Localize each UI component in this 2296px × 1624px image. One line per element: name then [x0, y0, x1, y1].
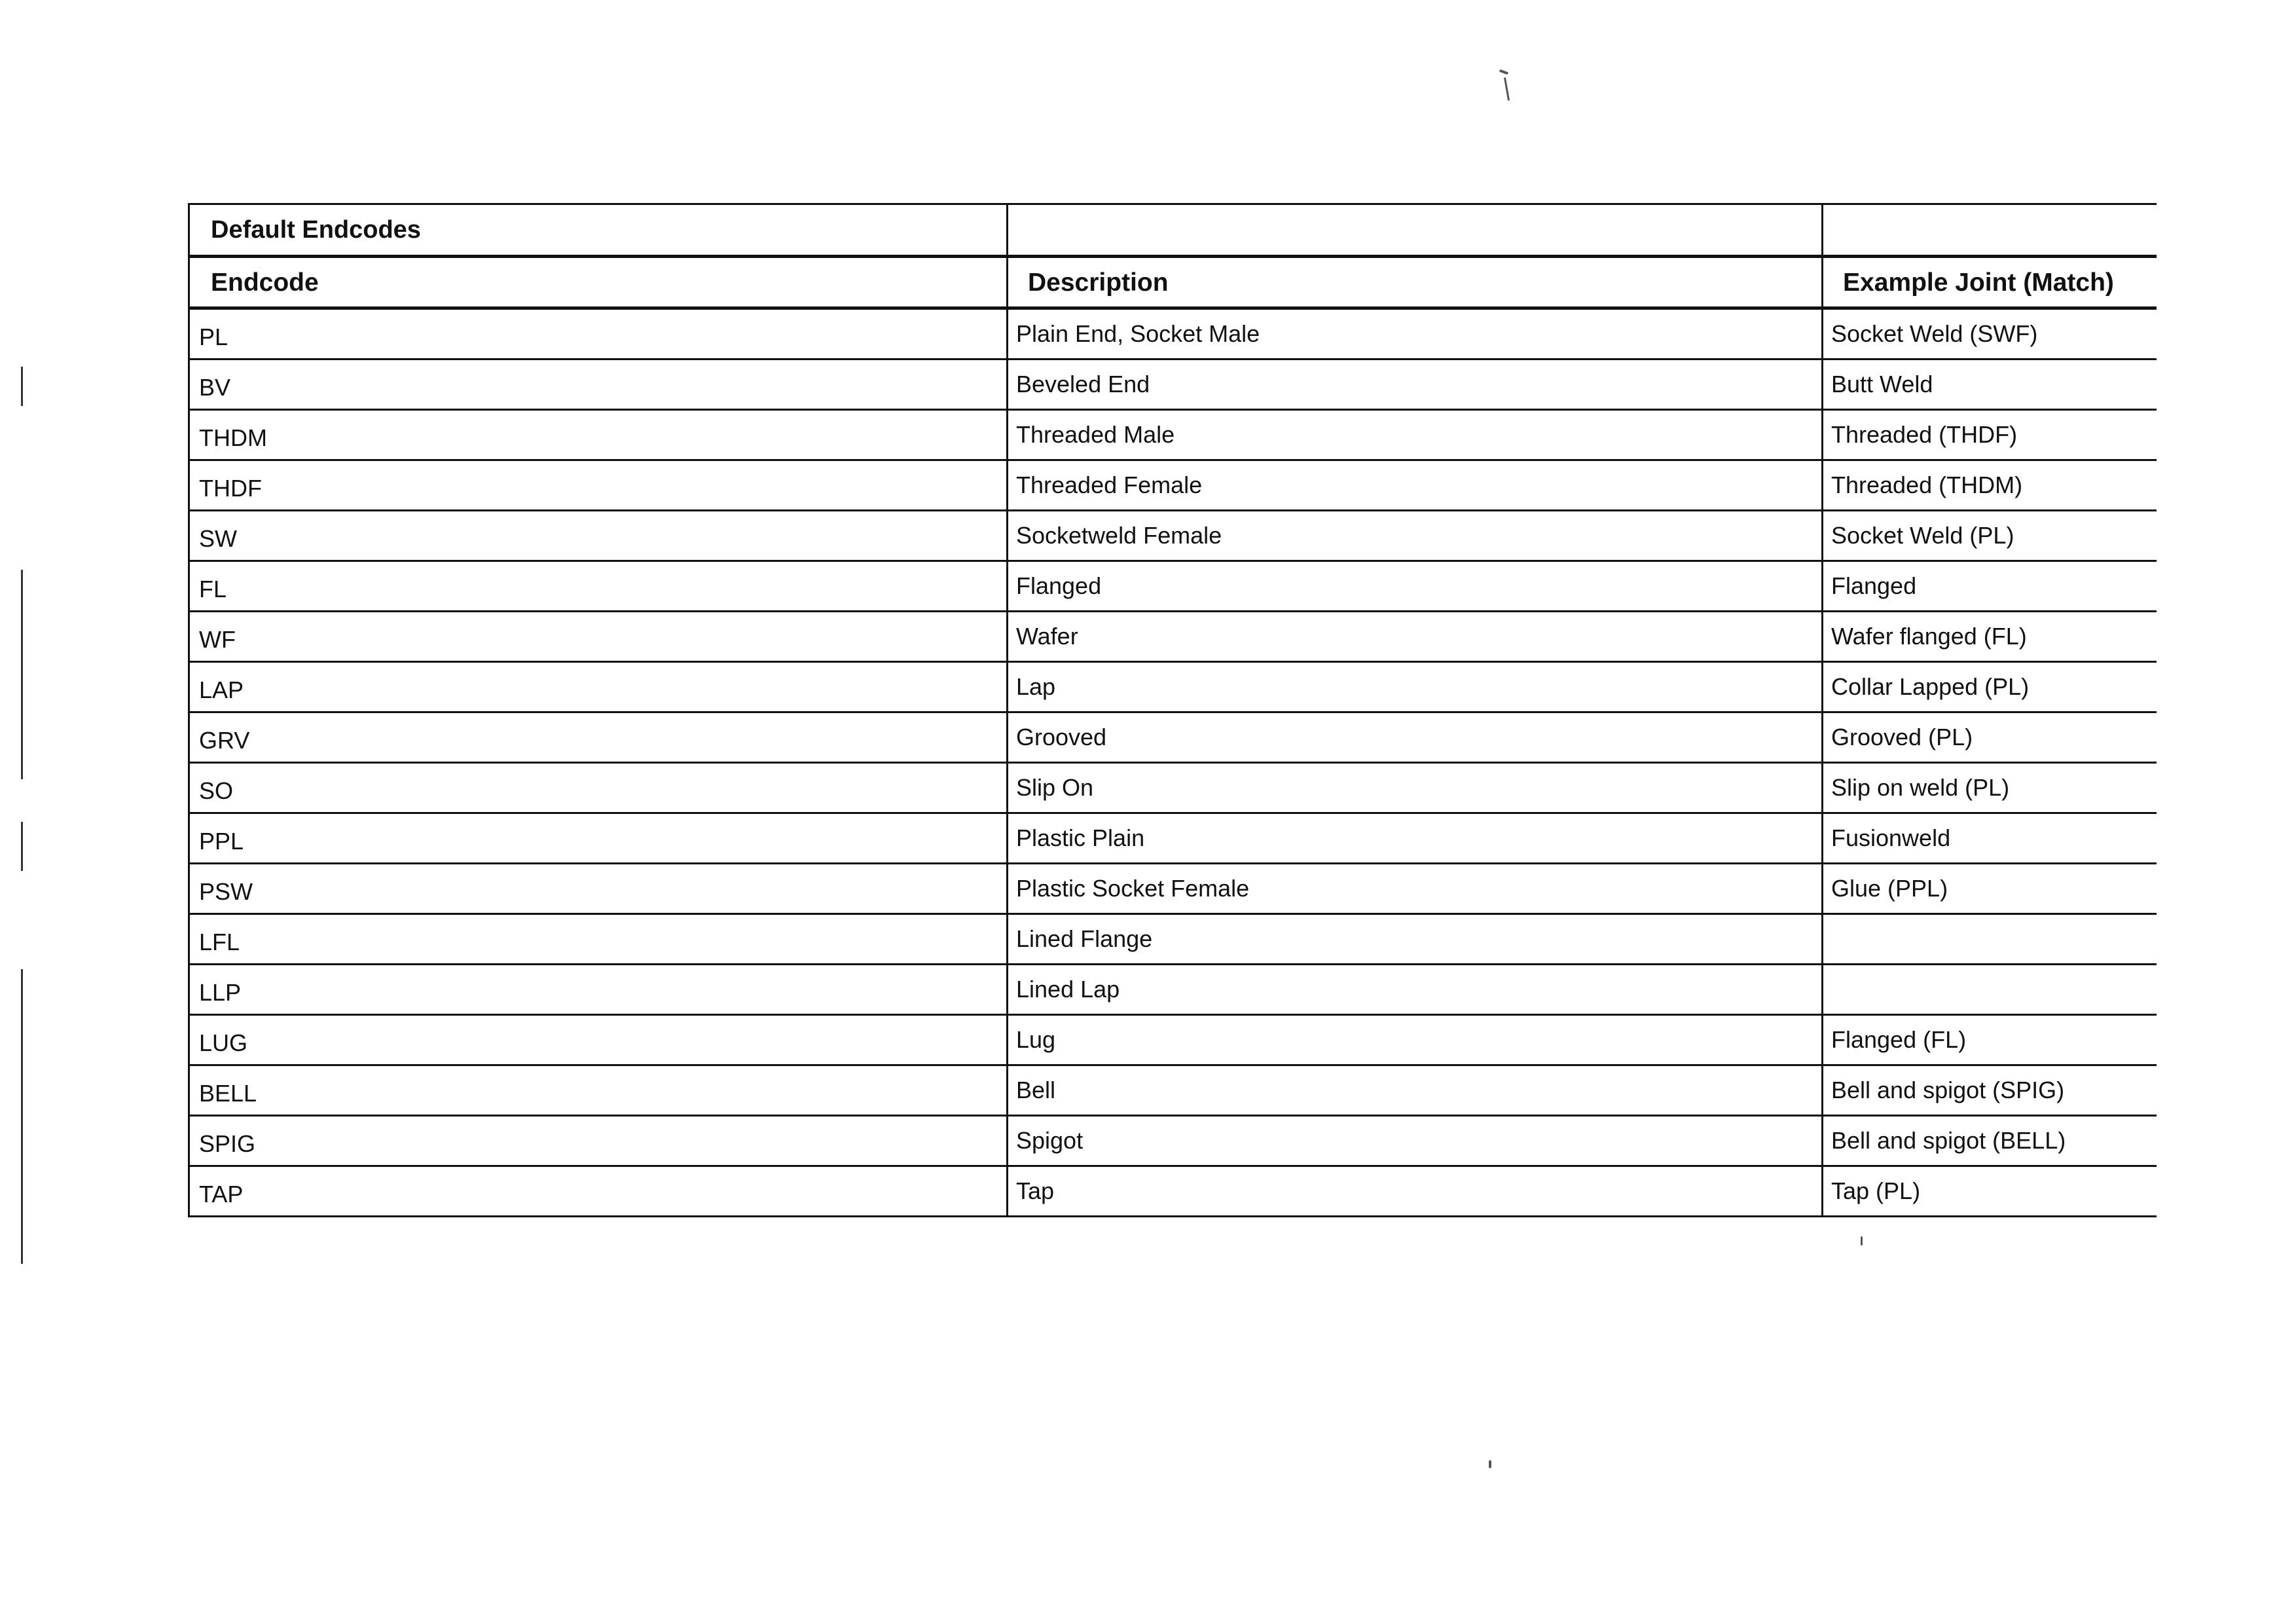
example-joint-cell: Flanged (FL)	[1823, 1015, 2157, 1065]
scan-margin-mark	[21, 570, 23, 779]
example-joint-cell: Fusionweld	[1823, 813, 2157, 864]
column-header-example-joint: Example Joint (Match)	[1823, 257, 2157, 308]
table-row	[189, 712, 2157, 763]
empty-cell	[1823, 204, 2157, 257]
scan-margin-mark	[21, 822, 23, 871]
table-row	[189, 511, 2157, 561]
table-row	[189, 1015, 2157, 1065]
description-cell: Lap	[1008, 662, 1823, 712]
endcode-cell: SW	[189, 511, 1008, 561]
table-title: Default Endcodes	[189, 204, 1008, 257]
scan-speck	[1499, 69, 1509, 75]
table-row	[189, 1116, 2157, 1166]
description-cell: Threaded Male	[1008, 410, 1823, 460]
example-joint-cell: Grooved (PL)	[1823, 712, 2157, 763]
scan-margin-mark	[21, 367, 23, 406]
example-joint-cell: Threaded (THDF)	[1823, 410, 2157, 460]
endcodes-table-wrapper	[188, 203, 2155, 1217]
table-row	[189, 965, 2157, 1015]
scan-speck	[1489, 1460, 1491, 1468]
endcode-cell: GRV	[189, 712, 1008, 763]
example-joint-cell: Socket Weld (SWF)	[1823, 308, 2157, 360]
example-joint-cell: Tap (PL)	[1823, 1166, 2157, 1217]
description-cell: Bell	[1008, 1065, 1823, 1116]
endcode-cell: LFL	[189, 914, 1008, 965]
table-row	[189, 612, 2157, 662]
table-row	[189, 410, 2157, 460]
endcode-cell: LLP	[189, 965, 1008, 1015]
description-cell: Threaded Female	[1008, 460, 1823, 511]
endcode-cell: SO	[189, 763, 1008, 813]
endcode-cell: PSW	[189, 864, 1008, 914]
table-row	[189, 662, 2157, 712]
table-row	[189, 460, 2157, 511]
endcode-cell: PL	[189, 308, 1008, 360]
table-row	[189, 914, 2157, 965]
example-joint-cell	[1823, 914, 2157, 965]
scan-speck	[1504, 77, 1510, 101]
description-cell: Beveled End	[1008, 360, 1823, 410]
description-cell: Flanged	[1008, 561, 1823, 612]
endcode-cell: BV	[189, 360, 1008, 410]
description-cell: Lug	[1008, 1015, 1823, 1065]
example-joint-cell: Threaded (THDM)	[1823, 460, 2157, 511]
default-endcodes-table	[188, 203, 2157, 1217]
description-cell: Lined Lap	[1008, 965, 1823, 1015]
endcode-cell: SPIG	[189, 1116, 1008, 1166]
example-joint-cell: Butt Weld	[1823, 360, 2157, 410]
table-row	[189, 864, 2157, 914]
table-row	[189, 1065, 2157, 1116]
endcode-cell: THDF	[189, 460, 1008, 511]
endcode-cell: LAP	[189, 662, 1008, 712]
description-cell: Plastic Socket Female	[1008, 864, 1823, 914]
scan-speck	[1861, 1236, 1863, 1246]
table-title-row	[189, 204, 2157, 257]
endcode-cell: FL	[189, 561, 1008, 612]
endcode-cell: PPL	[189, 813, 1008, 864]
endcode-cell: TAP	[189, 1166, 1008, 1217]
table-row	[189, 561, 2157, 612]
description-cell: Wafer	[1008, 612, 1823, 662]
column-header-description: Description	[1008, 257, 1823, 308]
column-header-endcode: Endcode	[189, 257, 1008, 308]
table-header-row	[189, 257, 2157, 308]
table-row	[189, 763, 2157, 813]
example-joint-cell: Collar Lapped (PL)	[1823, 662, 2157, 712]
endcode-cell: BELL	[189, 1065, 1008, 1116]
table-row	[189, 813, 2157, 864]
example-joint-cell	[1823, 965, 2157, 1015]
example-joint-cell: Bell and spigot (BELL)	[1823, 1116, 2157, 1166]
description-cell: Plain End, Socket Male	[1008, 308, 1823, 360]
endcode-cell: THDM	[189, 410, 1008, 460]
description-cell: Plastic Plain	[1008, 813, 1823, 864]
example-joint-cell: Flanged	[1823, 561, 2157, 612]
empty-cell	[1008, 204, 1823, 257]
example-joint-cell: Slip on weld (PL)	[1823, 763, 2157, 813]
description-cell: Spigot	[1008, 1116, 1823, 1166]
table-row	[189, 1166, 2157, 1217]
example-joint-cell: Glue (PPL)	[1823, 864, 2157, 914]
description-cell: Slip On	[1008, 763, 1823, 813]
description-cell: Tap	[1008, 1166, 1823, 1217]
example-joint-cell: Bell and spigot (SPIG)	[1823, 1065, 2157, 1116]
description-cell: Socketweld Female	[1008, 511, 1823, 561]
scan-margin-mark	[21, 969, 23, 1264]
description-cell: Lined Flange	[1008, 914, 1823, 965]
endcode-cell: WF	[189, 612, 1008, 662]
table-row	[189, 308, 2157, 360]
endcode-cell: LUG	[189, 1015, 1008, 1065]
example-joint-cell: Wafer flanged (FL)	[1823, 612, 2157, 662]
description-cell: Grooved	[1008, 712, 1823, 763]
table-row	[189, 360, 2157, 410]
example-joint-cell: Socket Weld (PL)	[1823, 511, 2157, 561]
